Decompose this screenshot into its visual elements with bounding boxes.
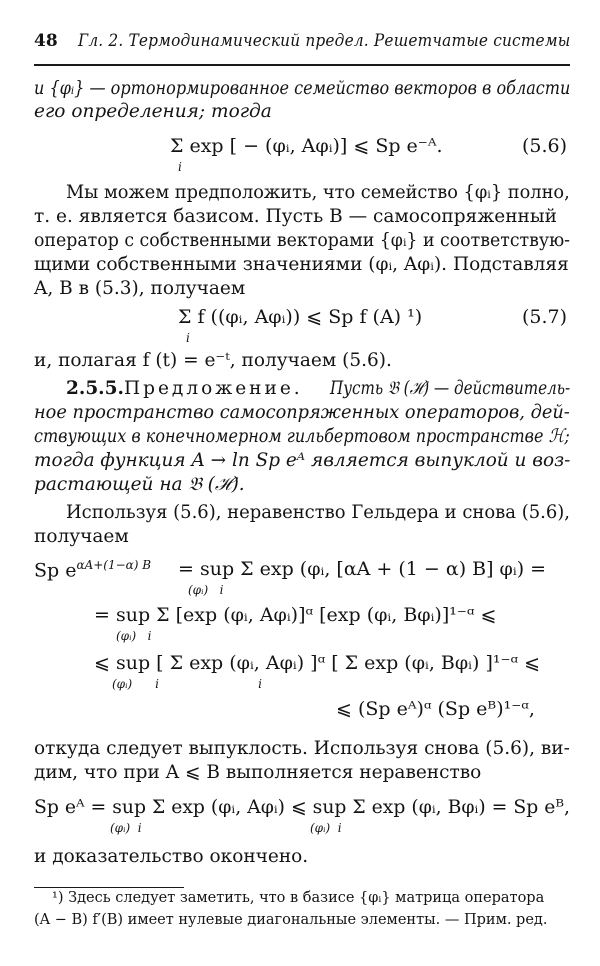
proposition-line3: ствующих в конечномерном гильбертовом пространстве ℋ;	[34, 426, 570, 447]
equation-5-6-subscript: i	[178, 160, 182, 174]
para2-line4: щими собственными значениями (φᵢ, Aφᵢ). Подставляя	[34, 254, 569, 275]
equation-5-6-number: (5.6)	[522, 135, 568, 157]
para5-line2: дим, что при A ⩽ B выполняется неравенство	[34, 762, 482, 783]
page-number: 48	[34, 31, 58, 51]
para5-line1: откуда следует выпуклость. Используя снова (5.6), ви-	[34, 738, 570, 759]
footnote-line2: (A − B) f′(B) имеет нулевые диагональные элементы. — Прим. ред.	[34, 912, 548, 928]
para1-line2: его определения; тогда	[34, 101, 272, 122]
para4-line2: получаем	[34, 526, 129, 547]
footnote-line1: ¹) Здесь следует заметить, что в базисе {φᵢ} матрица оператора	[52, 890, 545, 906]
para1-line1: и {φᵢ} — ортонормированное семейство векторов в области	[34, 78, 571, 99]
para2-line5: A, B в (5.3), получаем	[34, 278, 246, 299]
equation-5-7-number: (5.7)	[522, 306, 568, 328]
chain-row1-right: = sup Σ exp (φᵢ, [αA + (1 − α) B] φᵢ) =	[178, 558, 547, 580]
proposition-line4: тогда функция A → ln Sp eᴬ является выпуклой и воз-	[34, 450, 571, 471]
equation-5-6: Σ exp [ − (φᵢ, Aφᵢ)] ⩽ Sp e⁻ᴬ.	[170, 135, 443, 157]
chain-row3-subscript: (φᵢ) i i	[112, 677, 262, 691]
proposition-line1: Пусть 𝔅 (ℋ) — действитель-	[330, 378, 571, 399]
chain-row1-sp: Sp e	[34, 559, 77, 582]
proposition-line5: растающей на 𝔅 (ℋ).	[34, 474, 245, 495]
chain-row1-exponent: αA+(1−α) B	[76, 558, 152, 572]
chain-row4: ⩽ (Sp eᴬ)ᵅ (Sp eᴮ)¹⁻ᵅ,	[336, 698, 535, 720]
proposition-line2: ное пространство самосопряженных операторов, дей-	[34, 402, 570, 423]
para6-line1: и доказательство окончено.	[34, 846, 309, 867]
equation-5-7-subscript: i	[186, 331, 190, 345]
chain-row3: ⩽ sup [ Σ exp (φᵢ, Aφᵢ) ]ᵅ [ Σ exp (φᵢ, Bφᵢ) ]¹⁻ᵅ ⩽	[94, 652, 541, 674]
running-title: Гл. 2. Термодинамический предел. Решетчатые системы	[78, 31, 571, 51]
proposition-title: Предложение.	[124, 378, 303, 399]
para2-line2: т. е. является базисом. Пусть B — самосопряженный	[34, 206, 557, 227]
para2-line3: оператор с собственными векторами {φᵢ} и соответствую-	[34, 230, 571, 251]
para3-line1: и, полагая f (t) = e⁻ᵗ, получаем (5.6).	[34, 350, 392, 371]
chain-row2: = sup Σ [exp (φᵢ, Aφᵢ)]ᵅ [exp (φᵢ, Bφᵢ)]¹⁻ᵅ ⩽	[94, 604, 497, 626]
para4-line1: Используя (5.6), неравенство Гельдера и снова (5.6),	[66, 502, 571, 523]
final-inequality: Sp eᴬ = sup Σ exp (φᵢ, Aφᵢ) ⩽ sup Σ exp (φᵢ, Bφᵢ) = Sp eᴮ,	[34, 796, 571, 818]
chain-row1-left	[34, 558, 151, 581]
equation-5-7: Σ f ((φᵢ, Aφᵢ)) ⩽ Sp f (A) ¹)	[178, 306, 423, 328]
header-rule	[34, 64, 570, 66]
final-inequality-subscript-1: (φᵢ) i	[110, 821, 142, 835]
para2-line1: Мы можем предположить, что семейство {φᵢ} полно,	[66, 182, 570, 203]
chain-row1-subscript: (φᵢ) i	[188, 583, 224, 597]
footnote-rule	[34, 887, 184, 888]
chain-row2-subscript: (φᵢ) i	[116, 629, 152, 643]
final-inequality-subscript-2: (φᵢ) i	[310, 821, 342, 835]
proposition-label: 2.5.5.	[66, 378, 124, 399]
